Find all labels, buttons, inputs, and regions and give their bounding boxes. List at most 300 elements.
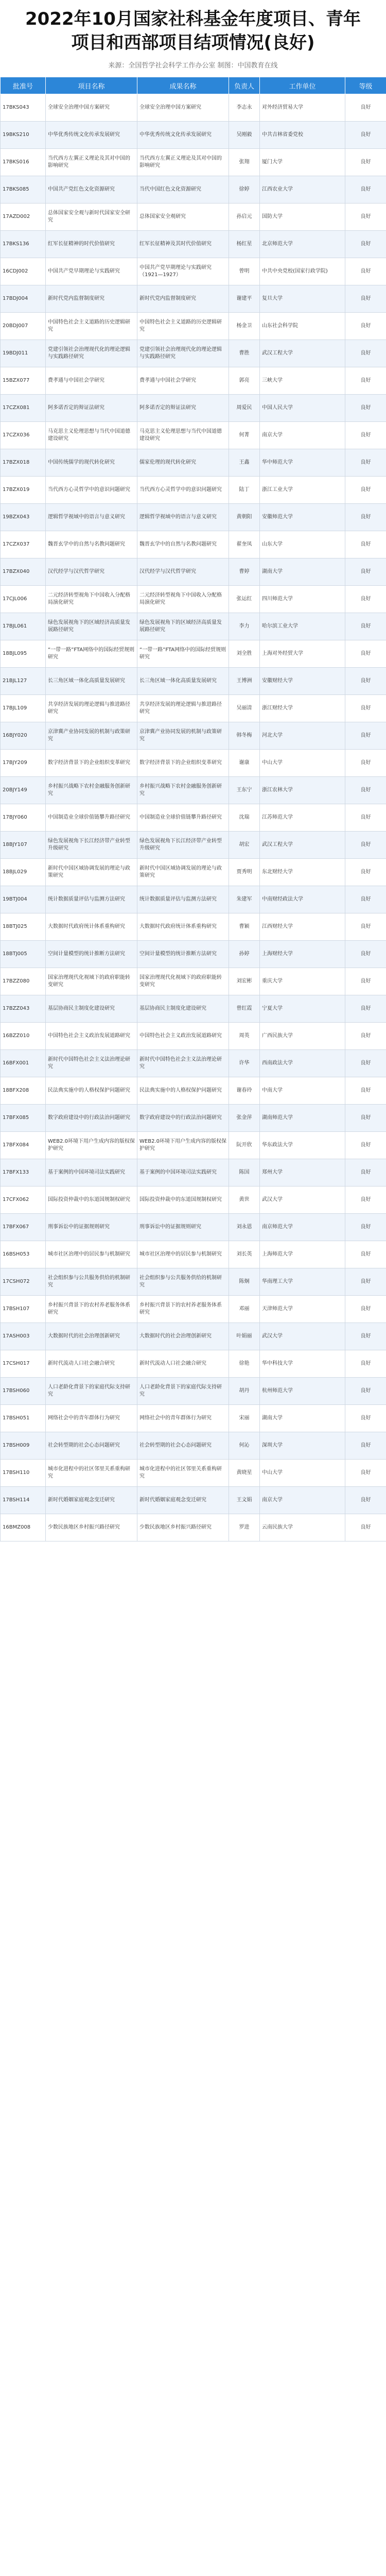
cell-project-name: 国家治理现代化视域下的政府职能转变研究 <box>46 968 137 995</box>
cell-person: 谢康 <box>229 750 260 777</box>
table-row <box>1 504 386 531</box>
cell-result-name: 当代西方心灵哲学中的意识问题研究 <box>137 477 229 504</box>
cell-unit: 厦门大学 <box>260 149 345 176</box>
cell-person: 徐艳 <box>229 1350 260 1378</box>
cell-unit: 山东社会科学院 <box>260 313 345 340</box>
cell-person: 杨金卫 <box>229 313 260 340</box>
cell-id: 17CSH072 <box>1 1268 46 1296</box>
table-row <box>1 1296 386 1323</box>
cell-person: 曹婷 <box>229 558 260 586</box>
cell-unit: 中共中央党校(国家行政学院) <box>260 258 345 285</box>
cell-project-name: 绿色发展视角下的区域经济高质量发展路径研究 <box>46 613 137 640</box>
table-row <box>1 531 386 558</box>
cell-project-name: 大数据时代政府统计体系重构研究 <box>46 913 137 941</box>
cell-level: 良好 <box>345 204 386 231</box>
cell-result-name: 城市化进程中的社区邻里关系重构研究 <box>137 1460 229 1487</box>
footer-space <box>0 1541 386 1552</box>
cell-person: 黄世 <box>229 1187 260 1214</box>
cell-project-name: 中国特色社会主义政治发展道路研究 <box>46 1023 137 1050</box>
cell-id: 20BJY149 <box>1 777 46 804</box>
cell-project-name: 数字政府建设中的行政法治问题研究 <box>46 1105 137 1132</box>
cell-result-name: 阿多诺否定的辩证法研究 <box>137 395 229 422</box>
cell-project-name: 统计数据质量评估与监测方法研究 <box>46 886 137 913</box>
cell-level: 良好 <box>345 1296 386 1323</box>
cell-result-name: 长三角区域一体化高质量发展研究 <box>137 668 229 695</box>
cell-result-name: 当代西方左翼正义理论及其对中国的影响研究 <box>137 149 229 176</box>
cell-project-name: 乡村振兴战略下农村金融服务创新研究 <box>46 777 137 804</box>
cell-level: 良好 <box>345 913 386 941</box>
table-row <box>1 258 386 285</box>
cell-person: 宋丽 <box>229 1405 260 1432</box>
cell-result-name: 绿色发展视角下的区域经济高质量发展路径研究 <box>137 613 229 640</box>
cell-level: 良好 <box>345 777 386 804</box>
table-row <box>1 477 386 504</box>
cell-level: 良好 <box>345 941 386 968</box>
table-row <box>1 231 386 258</box>
cell-id: 17BKS136 <box>1 231 46 258</box>
cell-project-name: 新时代婚姻家庭观念变迁研究 <box>46 1487 137 1514</box>
cell-level: 良好 <box>345 258 386 285</box>
cell-unit: 武汉工程大学 <box>260 832 345 859</box>
cell-person: 韩冬梅 <box>229 722 260 750</box>
cell-level: 良好 <box>345 1132 386 1159</box>
cell-level: 良好 <box>345 340 386 367</box>
cell-level: 良好 <box>345 1323 386 1350</box>
cell-person: 朱建军 <box>229 886 260 913</box>
cell-unit: 浙江农林大学 <box>260 777 345 804</box>
cell-id: 17BSH051 <box>1 1405 46 1432</box>
cell-level: 良好 <box>345 1050 386 1077</box>
cell-level: 良好 <box>345 1105 386 1132</box>
cell-unit: 宁夏大学 <box>260 995 345 1023</box>
cell-level: 良好 <box>345 668 386 695</box>
cell-result-name: 京津冀产业协同发展的机制与政策研究 <box>137 722 229 750</box>
source-note: 来源：全国哲学社会科学工作办公室 制图：中国教育在线 <box>108 62 278 70</box>
cell-unit: 江西农业大学 <box>260 176 345 204</box>
cell-result-name: 空间计量模型的统计推断方法研究 <box>137 941 229 968</box>
table-row <box>1 804 386 832</box>
cell-project-name: 城市社区治理中的居民参与机制研究 <box>46 1241 137 1268</box>
cell-person: 杨红星 <box>229 231 260 258</box>
table-row <box>1 1214 386 1241</box>
cell-person: 叶娟丽 <box>229 1323 260 1350</box>
cell-result-name: 网络社会中的青年群体行为研究 <box>137 1405 229 1432</box>
table-row <box>1 1323 386 1350</box>
cell-result-name: 二元经济转型视角下中国收入分配格局演化研究 <box>137 586 229 613</box>
cell-project-name: 京津冀产业协同发展的机制与政策研究 <box>46 722 137 750</box>
cell-unit: 东北财经大学 <box>260 859 345 886</box>
cell-level: 良好 <box>345 149 386 176</box>
cell-project-name: 中国共产党早期理论与实践研究 <box>46 258 137 285</box>
cell-project-name: 魏晋玄学中的自然与名教问题研究 <box>46 531 137 558</box>
cell-unit: 中南财经政法大学 <box>260 886 345 913</box>
page-title-line2: 项目和西部项目结项情况(良好) <box>71 32 315 53</box>
cell-unit: 深圳大学 <box>260 1432 345 1460</box>
cell-result-name: 中华优秀传统文化传承发展研究 <box>137 122 229 149</box>
cell-id: 17BSH009 <box>1 1432 46 1460</box>
table-row <box>1 1432 386 1460</box>
cell-project-name: 民法典实施中的人格权保护问题研究 <box>46 1077 137 1105</box>
cell-person: 陈炯 <box>229 1268 260 1296</box>
table-row <box>1 449 386 477</box>
cell-unit: 复旦大学 <box>260 285 345 313</box>
table-row <box>1 558 386 586</box>
cell-person: 沈瑞 <box>229 804 260 832</box>
table-row <box>1 204 386 231</box>
cell-project-name: 国际投资仲裁中的东道国规制权研究 <box>46 1187 137 1214</box>
cell-project-name: 逻辑哲学视域中的语言与意义研究 <box>46 504 137 531</box>
cell-result-name: 刑事诉讼中的证据规则研究 <box>137 1214 229 1241</box>
cell-unit: 中国人民大学 <box>260 395 345 422</box>
cell-level: 良好 <box>345 695 386 722</box>
cell-person: 贾秀明 <box>229 859 260 886</box>
cell-result-name: 费孝通与中国社会学研究 <box>137 367 229 395</box>
cell-project-name: 社会转型期的社会心态问题研究 <box>46 1432 137 1460</box>
table-row <box>1 968 386 995</box>
cell-level: 良好 <box>345 367 386 395</box>
cell-person: 谢建平 <box>229 285 260 313</box>
cell-unit: 云南民族大学 <box>260 1514 345 1541</box>
cell-person: 罗进 <box>229 1514 260 1541</box>
cell-id: 16BJY020 <box>1 722 46 750</box>
cell-level: 良好 <box>345 1077 386 1105</box>
cell-project-name: 当代西方心灵哲学中的意识问题研究 <box>46 477 137 504</box>
cell-person: 曾明 <box>229 258 260 285</box>
cell-id: 17BZX019 <box>1 477 46 504</box>
cell-id: 18BJL029 <box>1 859 46 886</box>
cell-id: 18BJY107 <box>1 832 46 859</box>
col-header-person: 负责人 <box>229 77 260 94</box>
cell-person: 翟奎凤 <box>229 531 260 558</box>
col-header-unit: 工作单位 <box>260 77 345 94</box>
table-row <box>1 340 386 367</box>
cell-result-name: 绿色发展视角下长江经济带产业转型升级研究 <box>137 832 229 859</box>
table-row <box>1 1405 386 1432</box>
table-header-row <box>1 77 386 94</box>
cell-unit: 华中科技大学 <box>260 1350 345 1378</box>
cell-project-name: 阿多诺否定的辩证法研究 <box>46 395 137 422</box>
table-row <box>1 640 386 668</box>
cell-project-name: 基层协商民主制度化建设研究 <box>46 995 137 1023</box>
cell-id: 16CDJ002 <box>1 258 46 285</box>
cell-person: 周英 <box>229 1023 260 1050</box>
cell-level: 良好 <box>345 1487 386 1514</box>
cell-id: 17CZX036 <box>1 422 46 449</box>
cell-level: 良好 <box>345 1187 386 1214</box>
cell-unit: 对外经济贸易大学 <box>260 94 345 122</box>
cell-id: 17BFX067 <box>1 1214 46 1241</box>
cell-result-name: 红军长征精神及其时代价值研究 <box>137 231 229 258</box>
cell-person: 胡宏 <box>229 832 260 859</box>
cell-id: 17BKS016 <box>1 149 46 176</box>
cell-id: 19BDJ011 <box>1 340 46 367</box>
table-body <box>1 94 386 1541</box>
cell-person: 黄朝阳 <box>229 504 260 531</box>
table-row <box>1 668 386 695</box>
table-row <box>1 1487 386 1514</box>
cell-id: 17CJL006 <box>1 586 46 613</box>
cell-id: 17BZZ080 <box>1 968 46 995</box>
cell-result-name: 大数据时代政府统计体系重构研究 <box>137 913 229 941</box>
table-row <box>1 1460 386 1487</box>
cell-result-name: 统计数据质量评估与监测方法研究 <box>137 886 229 913</box>
cell-project-name: 当代西方左翼正义理论及其对中国的影响研究 <box>46 149 137 176</box>
table-row <box>1 422 386 449</box>
cell-result-name: 中国制造业全球价值链攀升路径研究 <box>137 804 229 832</box>
cell-project-name: 中国特色社会主义道路的历史逻辑研究 <box>46 313 137 340</box>
cell-id: 17ASH003 <box>1 1323 46 1350</box>
cell-unit: 湖南大学 <box>260 1405 345 1432</box>
cell-project-name: 网络社会中的青年群体行为研究 <box>46 1405 137 1432</box>
cell-result-name: 社会转型期的社会心态问题研究 <box>137 1432 229 1460</box>
cell-project-name: 大数据时代的社会治理创新研究 <box>46 1323 137 1350</box>
cell-result-name: 新时代婚姻家庭观念变迁研究 <box>137 1487 229 1514</box>
cell-result-name: 乡村振兴战略下农村金融服务创新研究 <box>137 777 229 804</box>
cell-level: 良好 <box>345 122 386 149</box>
cell-level: 良好 <box>345 640 386 668</box>
cell-level: 良好 <box>345 449 386 477</box>
cell-id: 17CSH017 <box>1 1350 46 1378</box>
cell-project-name: 长三角区域一体化高质量发展研究 <box>46 668 137 695</box>
cell-result-name: 儒家伦理的现代转化研究 <box>137 449 229 477</box>
cell-level: 良好 <box>345 313 386 340</box>
col-header-id: 批准号 <box>1 77 46 94</box>
cell-person: 王鑫 <box>229 449 260 477</box>
cell-unit: 四川师范大学 <box>260 586 345 613</box>
cell-person: 张金萍 <box>229 1105 260 1132</box>
cell-id: 16BFX001 <box>1 1050 46 1077</box>
cell-id: 19BZX043 <box>1 504 46 531</box>
cell-project-name: 二元经济转型视角下中国收入分配格局演化研究 <box>46 586 137 613</box>
cell-project-name: 总体国家安全观与新时代国家安全研究 <box>46 204 137 231</box>
cell-unit: 安徽师范大学 <box>260 504 345 531</box>
cell-person: 孙启元 <box>229 204 260 231</box>
cell-project-name: 社会组织参与公共服务供给的机制研究 <box>46 1268 137 1296</box>
table-row <box>1 94 386 122</box>
cell-person: 曹颖 <box>229 913 260 941</box>
table-row <box>1 1378 386 1405</box>
cell-unit: 中共吉林省委党校 <box>260 122 345 149</box>
cell-project-name: 空间计量模型的统计推断方法研究 <box>46 941 137 968</box>
cell-project-name: WEB2.0环境下用户生成内容的版权保护研究 <box>46 1132 137 1159</box>
table-row <box>1 1023 386 1050</box>
cell-result-name: 国家治理现代化视域下的政府职能转变研究 <box>137 968 229 995</box>
cell-id: 21BJL127 <box>1 668 46 695</box>
page-title <box>0 0 386 58</box>
cell-project-name: 新时代党内监督制度研究 <box>46 285 137 313</box>
table-row <box>1 613 386 640</box>
cell-unit: 天津师范大学 <box>260 1296 345 1323</box>
table-row <box>1 1514 386 1541</box>
table-row <box>1 777 386 804</box>
table-row <box>1 832 386 859</box>
col-header-project: 项目名称 <box>46 77 137 94</box>
cell-id: 17BSH107 <box>1 1296 46 1323</box>
cell-result-name: 新时代党内监督制度研究 <box>137 285 229 313</box>
table-row <box>1 122 386 149</box>
cell-result-name: 大数据时代的社会治理创新研究 <box>137 1323 229 1350</box>
table-row <box>1 367 386 395</box>
cell-id: 16BZZ010 <box>1 1023 46 1050</box>
cell-result-name: 全球安全治理中国方案研究 <box>137 94 229 122</box>
cell-level: 良好 <box>345 285 386 313</box>
cell-person: 李力 <box>229 613 260 640</box>
cell-unit: 浙江财经大学 <box>260 695 345 722</box>
cell-unit: 江西财经大学 <box>260 913 345 941</box>
cell-id: 19BTJ004 <box>1 886 46 913</box>
cell-id: 17BFX085 <box>1 1105 46 1132</box>
cell-level: 良好 <box>345 1214 386 1241</box>
cell-person: 刘永恩 <box>229 1214 260 1241</box>
cell-person: 王博洲 <box>229 668 260 695</box>
cell-project-name: 人口老龄化背景下的家庭代际支持研究 <box>46 1378 137 1405</box>
cell-person: 陆丁 <box>229 477 260 504</box>
cell-id: 17BJY209 <box>1 750 46 777</box>
cell-id: 16BSH053 <box>1 1241 46 1268</box>
cell-unit: 山东大学 <box>260 531 345 558</box>
table-row <box>1 995 386 1023</box>
cell-person: 张翔 <box>229 149 260 176</box>
cell-unit: 华中师范大学 <box>260 449 345 477</box>
cell-level: 良好 <box>345 750 386 777</box>
cell-project-name: 全球安全治理中国方案研究 <box>46 94 137 122</box>
cell-id: 20BDJ007 <box>1 313 46 340</box>
table-row <box>1 913 386 941</box>
cell-level: 良好 <box>345 613 386 640</box>
table-row <box>1 1077 386 1105</box>
cell-id: 17BSH114 <box>1 1487 46 1514</box>
cell-id: 17AZD002 <box>1 204 46 231</box>
cell-level: 良好 <box>345 1514 386 1541</box>
cell-result-name: 当代中国红色文化资源研究 <box>137 176 229 204</box>
cell-unit: 国防大学 <box>260 204 345 231</box>
cell-unit: 三峡大学 <box>260 367 345 395</box>
cell-person: 李志永 <box>229 94 260 122</box>
cell-id: 18BJL095 <box>1 640 46 668</box>
cell-person: 何菁 <box>229 422 260 449</box>
cell-person: 陈国 <box>229 1159 260 1187</box>
cell-project-name: 数字经济背景下的企业组织变革研究 <box>46 750 137 777</box>
cell-project-name: 城市化进程中的社区邻里关系重构研究 <box>46 1460 137 1487</box>
cell-unit: 广西民族大学 <box>260 1023 345 1050</box>
table-row <box>1 1132 386 1159</box>
cell-id: 17BFX084 <box>1 1132 46 1159</box>
cell-id: 19BKS210 <box>1 122 46 149</box>
cell-person: 曹胜 <box>229 340 260 367</box>
cell-project-name: 乡村振兴背景下的农村养老服务体系研究 <box>46 1296 137 1323</box>
table-row <box>1 886 386 913</box>
cell-unit: 上海对外经贸大学 <box>260 640 345 668</box>
cell-person: 徐婷 <box>229 176 260 204</box>
cell-level: 良好 <box>345 804 386 832</box>
cell-id: 17BKS085 <box>1 176 46 204</box>
cell-project-name: 新时代中国特色社会主义法治理论研究 <box>46 1050 137 1077</box>
cell-result-name: 逻辑哲学视域中的语言与意义研究 <box>137 504 229 531</box>
cell-person: 孙婷 <box>229 941 260 968</box>
cell-result-name: 魏晋玄学中的自然与名教问题研究 <box>137 531 229 558</box>
cell-person: 胡丹 <box>229 1378 260 1405</box>
cell-project-name: 党建引领社会治理现代化的理论逻辑与实践路径研究 <box>46 340 137 367</box>
cell-result-name: 社会组织参与公共服务供给的机制研究 <box>137 1268 229 1296</box>
table-row <box>1 285 386 313</box>
cell-level: 良好 <box>345 1432 386 1460</box>
cell-level: 良好 <box>345 477 386 504</box>
cell-id: 17BJL109 <box>1 695 46 722</box>
table-row <box>1 149 386 176</box>
cell-level: 良好 <box>345 94 386 122</box>
cell-unit: 武汉大学 <box>260 1187 345 1214</box>
cell-unit: 西南政法大学 <box>260 1050 345 1077</box>
cell-id: 17BDJ004 <box>1 285 46 313</box>
cell-project-name: 中国传统儒学的现代转化研究 <box>46 449 137 477</box>
cell-unit: 河北大学 <box>260 722 345 750</box>
cell-level: 良好 <box>345 968 386 995</box>
cell-person: 阮开欣 <box>229 1132 260 1159</box>
cell-result-name: 少数民族地区乡村振兴路径研究 <box>137 1514 229 1541</box>
cell-project-name: 基于案例的中国环境司法实践研究 <box>46 1159 137 1187</box>
cell-id: 17BZZ043 <box>1 995 46 1023</box>
table-row <box>1 722 386 750</box>
cell-level: 良好 <box>345 1268 386 1296</box>
table-row <box>1 313 386 340</box>
cell-result-name: 国际投资仲裁中的东道国规制权研究 <box>137 1187 229 1214</box>
cell-project-name: 中国共产党红色文化资源研究 <box>46 176 137 204</box>
cell-person: 张运红 <box>229 586 260 613</box>
cell-unit: 安徽财经大学 <box>260 668 345 695</box>
cell-level: 良好 <box>345 1241 386 1268</box>
cell-person: 刘长英 <box>229 1241 260 1268</box>
cell-id: 17CZX037 <box>1 531 46 558</box>
cell-unit: 重庆大学 <box>260 968 345 995</box>
table-row <box>1 1350 386 1378</box>
cell-unit: 武汉工程大学 <box>260 340 345 367</box>
page-title-line1: 2022年10月国家社科基金年度项目、青年 <box>25 9 361 29</box>
cell-id: 15BZX077 <box>1 367 46 395</box>
cell-result-name: 人口老龄化背景下的家庭代际支持研究 <box>137 1378 229 1405</box>
cell-person: 郭亮 <box>229 367 260 395</box>
results-table <box>0 77 386 1541</box>
cell-result-name: 中国共产党早期理论与实践研究（1921—1927） <box>137 258 229 285</box>
table-row <box>1 750 386 777</box>
cell-result-name: 中国特色社会主义政治发展道路研究 <box>137 1023 229 1050</box>
cell-level: 良好 <box>345 1405 386 1432</box>
cell-unit: 湖南师范大学 <box>260 1105 345 1132</box>
table-row <box>1 586 386 613</box>
cell-result-name: 新时代中国特色社会主义法治理论研究 <box>137 1050 229 1077</box>
cell-result-name: 民法典实施中的人格权保护问题研究 <box>137 1077 229 1105</box>
cell-unit: 中南大学 <box>260 1077 345 1105</box>
cell-project-name: 中华优秀传统文化传承发展研究 <box>46 122 137 149</box>
cell-result-name: 新时代流动人口社会融合研究 <box>137 1350 229 1378</box>
cell-person: 黄晓星 <box>229 1460 260 1487</box>
cell-person: 邓丽 <box>229 1296 260 1323</box>
cell-project-name: 费孝通与中国社会学研究 <box>46 367 137 395</box>
cell-project-name: 红军长征精神的时代价值研究 <box>46 231 137 258</box>
cell-result-name: 城市社区治理中的居民参与机制研究 <box>137 1241 229 1268</box>
cell-unit: 中山大学 <box>260 750 345 777</box>
col-header-result: 成果名称 <box>137 77 229 94</box>
cell-level: 良好 <box>345 531 386 558</box>
cell-result-name: WEB2.0环境下用户生成内容的版权保护研究 <box>137 1132 229 1159</box>
cell-level: 良好 <box>345 1460 386 1487</box>
cell-result-name: 中国特色社会主义道路的历史逻辑研究 <box>137 313 229 340</box>
table-row <box>1 176 386 204</box>
cell-id: 18BTJ005 <box>1 941 46 968</box>
cell-id: 17CZX081 <box>1 395 46 422</box>
cell-unit: 华南理工大学 <box>260 1268 345 1296</box>
cell-person: 周爱民 <box>229 395 260 422</box>
table-row <box>1 1187 386 1214</box>
